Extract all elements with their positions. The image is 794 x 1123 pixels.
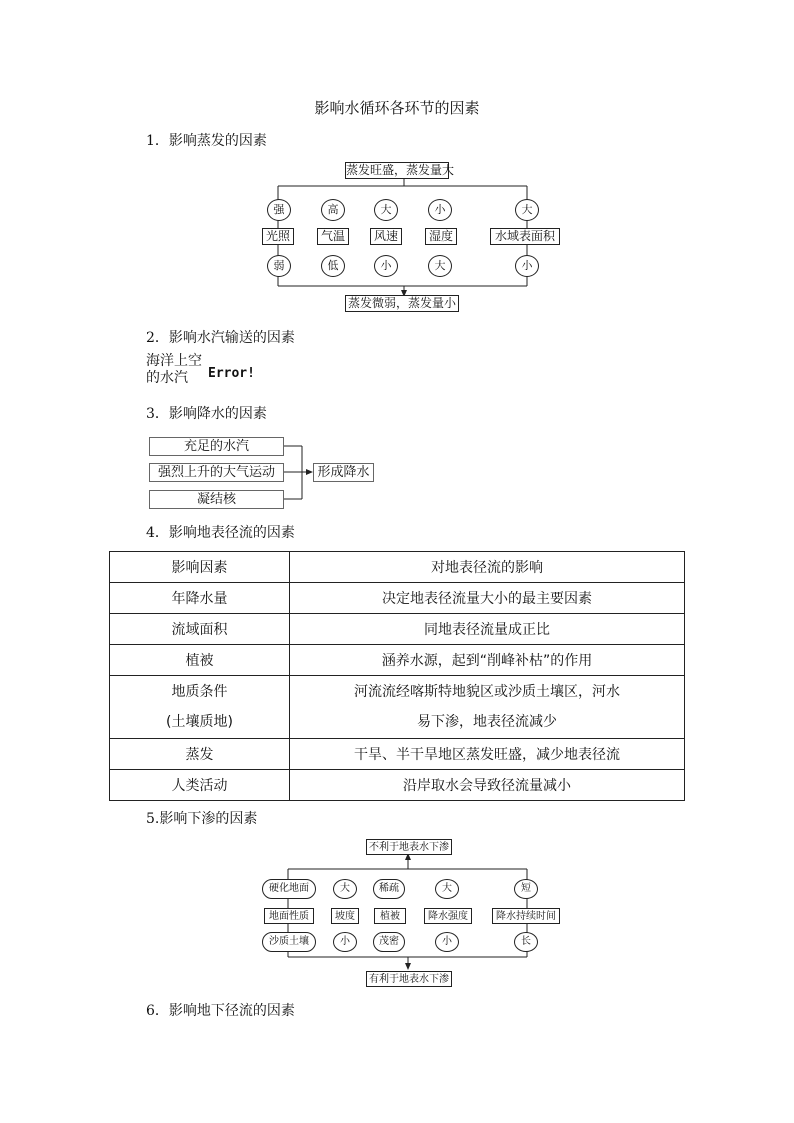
evap-low-value: 小 [374, 255, 398, 277]
table-cell-effect: 干旱、半干旱地区蒸发旺盛，减少地表径流 [290, 739, 685, 770]
precip-result: 形成降水 [313, 463, 374, 482]
page-title: 影响水循环各环节的因素 [314, 99, 480, 117]
infil-result-unfavorable: 不利于地表水下渗 [366, 839, 452, 855]
infil-high-value: 大 [333, 879, 357, 899]
infil-low-value: 长 [514, 932, 538, 952]
table-cell-factor: 流域面积 [110, 614, 290, 645]
evap-high-value: 大 [515, 199, 539, 221]
evap-factor-humidity: 湿度 [425, 228, 457, 245]
evap-result-high: 蒸发旺盛，蒸发量大 [346, 163, 455, 177]
evap-factor-water-area: 水域表面积 [490, 228, 560, 245]
table-cell-factor: 蒸发 [110, 739, 290, 770]
table-cell-factor-line1: 地质条件 [171, 684, 228, 700]
table-header-cell: 对地表径流的影响 [290, 552, 685, 583]
evap-low-value: 弱 [267, 255, 291, 277]
infil-high-value: 短 [514, 879, 538, 899]
evap-factor-wind: 风速 [370, 228, 402, 245]
vapor-source-line2: 的水汽 [146, 370, 188, 386]
infil-low-value: 茂密 [373, 932, 405, 952]
evap-result-low: 蒸发微弱，蒸发量小 [345, 295, 459, 312]
table-cell-effect: 涵养水源，起到“削峰补枯”的作用 [290, 645, 685, 676]
infil-high-value: 大 [435, 879, 459, 899]
infil-low-value: 沙质土壤 [262, 932, 316, 952]
evap-high-value: 强 [267, 199, 291, 221]
table-cell-factor-line2: (土壤质地) [166, 714, 233, 730]
infil-factor-rain-duration: 降水持续时间 [492, 908, 560, 924]
table-cell-effect: 同地表径流量成正比 [290, 614, 685, 645]
vapor-source-line1: 海洋上空 [146, 353, 202, 369]
infil-low-value: 小 [333, 932, 357, 952]
table-cell-effect: 沿岸取水会导致径流量减小 [290, 770, 685, 801]
precip-cause-vapor: 充足的水汽 [149, 437, 284, 456]
infil-high-value: 稀疏 [373, 879, 405, 899]
vapor-error-text: Error! [208, 366, 255, 381]
table-cell-effect-line1: 河流流经喀斯特地貌区或沙质土壤区，河水 [354, 684, 620, 700]
section-2-heading: 2．影响水汽输送的因素 [146, 330, 295, 346]
section-5-heading: 5.影响下渗的因素 [146, 811, 258, 827]
infil-factor-slope: 坡度 [331, 908, 359, 924]
precip-cause-nuclei: 凝结核 [149, 490, 284, 509]
evap-high-value: 小 [428, 199, 452, 221]
infil-factor-surface: 地面性质 [264, 908, 314, 924]
section-6-heading: 6．影响地下径流的因素 [146, 1003, 295, 1019]
evap-low-value: 大 [428, 255, 452, 277]
table-cell-effect-line2: 易下渗，地表径流减少 [417, 714, 557, 730]
infil-result-favorable: 有利于地表水下渗 [366, 971, 452, 987]
evap-factor-light: 光照 [262, 228, 294, 245]
evap-factor-temperature: 气温 [317, 228, 349, 245]
section-4-heading: 4．影响地表径流的因素 [146, 525, 295, 541]
infil-high-value: 硬化地面 [262, 879, 316, 899]
section-3-heading: 3．影响降水的因素 [146, 406, 267, 422]
evap-low-value: 小 [515, 255, 539, 277]
table-cell-factor: 年降水量 [110, 583, 290, 614]
infil-low-value: 小 [435, 932, 459, 952]
precip-cause-uplift: 强烈上升的大气运动 [149, 463, 284, 482]
section-1-heading: 1．影响蒸发的因素 [146, 133, 267, 149]
table-cell-effect: 决定地表径流量大小的最主要因素 [290, 583, 685, 614]
table-header-cell: 影响因素 [110, 552, 290, 583]
table-cell-factor: 植被 [110, 645, 290, 676]
evap-high-value: 大 [374, 199, 398, 221]
table-cell-factor: 人类活动 [110, 770, 290, 801]
evap-high-value: 高 [321, 199, 345, 221]
evap-low-value: 低 [321, 255, 345, 277]
infil-factor-rain-intensity: 降水强度 [424, 908, 472, 924]
infil-factor-vegetation: 植被 [374, 908, 406, 924]
